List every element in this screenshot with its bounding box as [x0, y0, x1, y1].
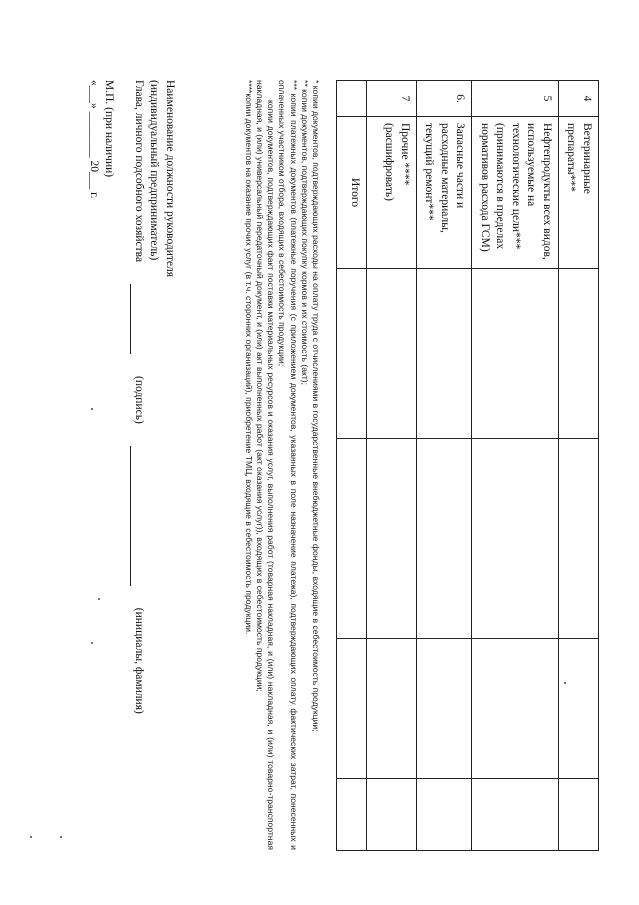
sign-line [130, 284, 131, 354]
scan-speck [60, 836, 62, 838]
row-name: Прочие **** (расшифровать) [366, 117, 416, 269]
position-title: Наименование должности руководителя [164, 80, 176, 278]
empty-cell [336, 779, 366, 851]
row-name: Ветеринарные препараты*** [558, 117, 598, 269]
row-number: 6. [416, 81, 472, 117]
empty-cell [416, 439, 472, 639]
footnote-2: ** копии документов, подтверждающих покупку кормов и их стоимость (акт); [299, 80, 310, 386]
row-name: Нефтепродукты всех видов, используемые на технологические цели*** (принимаются в пределах нормативов расхода ГСМ) [472, 117, 559, 269]
date-line: «___» ________ 20___ г. [87, 80, 100, 199]
scan-speck [30, 836, 32, 838]
table-row [366, 81, 416, 851]
empty-cell [366, 639, 416, 779]
household-head-label: Глава, личного подсобного хозяйства [132, 80, 145, 263]
empty-cell [366, 779, 416, 851]
name-label: (инициалы, фамилия) [132, 607, 145, 714]
empty-cell [336, 269, 366, 439]
footnotes [243, 80, 321, 850]
row-name: Запасные части и расходные материалы, текущий ремонт*** [416, 117, 472, 269]
empty-cell [472, 269, 559, 439]
row-name: Итого [336, 117, 366, 269]
scan-speck [564, 682, 566, 684]
table-row [472, 81, 559, 851]
table-row [416, 81, 472, 851]
scan-speck [91, 408, 93, 410]
footnote-5: ****копии документов на оказание прочих услуг (в т.ч. сторонних организаций), приобретение ТМЦ, входящие в себестоимость продукции. [243, 80, 254, 635]
scan-speck [91, 642, 93, 644]
row-number: 7 [366, 81, 416, 117]
empty-cell [336, 439, 366, 639]
empty-cell [472, 439, 559, 639]
expense-table [336, 80, 599, 851]
table-row [336, 81, 366, 851]
empty-cell [366, 439, 416, 639]
footnote-4: копии документов, подтверждающих факт поставки материальных ресурсов и оказания услуг, выполнения работ (товарная накладная, и (или) накладная, и (или) товарно-транспортная накладная, и (или) универсальный передаточный документ, и (или) акт выполненных работ (акт оказания услуг)), входящих в себестоимость продукции; [255, 80, 277, 850]
empty-cell [558, 779, 598, 851]
position-subtitle: (индивидуальный предприниматель) [148, 80, 161, 261]
empty-cell [416, 269, 472, 439]
empty-cell [416, 639, 472, 779]
empty-cell [416, 779, 472, 851]
footnote-3: *** копии платежных документов (платежные поручения (с приложением документов, указанных в поле назначение платежа), подтверждающих оплату фактических затрат, понесенных и оплаченных участником отбора, входящих в себестоимость продукции; [277, 80, 299, 850]
table-row [558, 81, 598, 851]
footnote-1: * копии документов, подтверждающих расходы на оплату труда с отчислениями в государственные внебюджетные фонды, входящие в себестоимость продукции; [311, 80, 321, 732]
name-line [130, 446, 131, 586]
signature-label: (подпись) [132, 376, 145, 424]
empty-cell [366, 269, 416, 439]
stamp-label: М.П. (при наличии) [103, 80, 116, 178]
empty-cell [558, 269, 598, 439]
empty-cell [472, 639, 559, 779]
row-number: 5 [472, 81, 559, 117]
scan-speck [98, 598, 100, 600]
empty-cell [472, 779, 559, 851]
empty-cell [558, 639, 598, 779]
row-number [336, 81, 366, 117]
empty-cell [558, 439, 598, 639]
empty-cell [336, 639, 366, 779]
signature-block [85, 80, 177, 714]
row-number: 4 [558, 81, 598, 117]
